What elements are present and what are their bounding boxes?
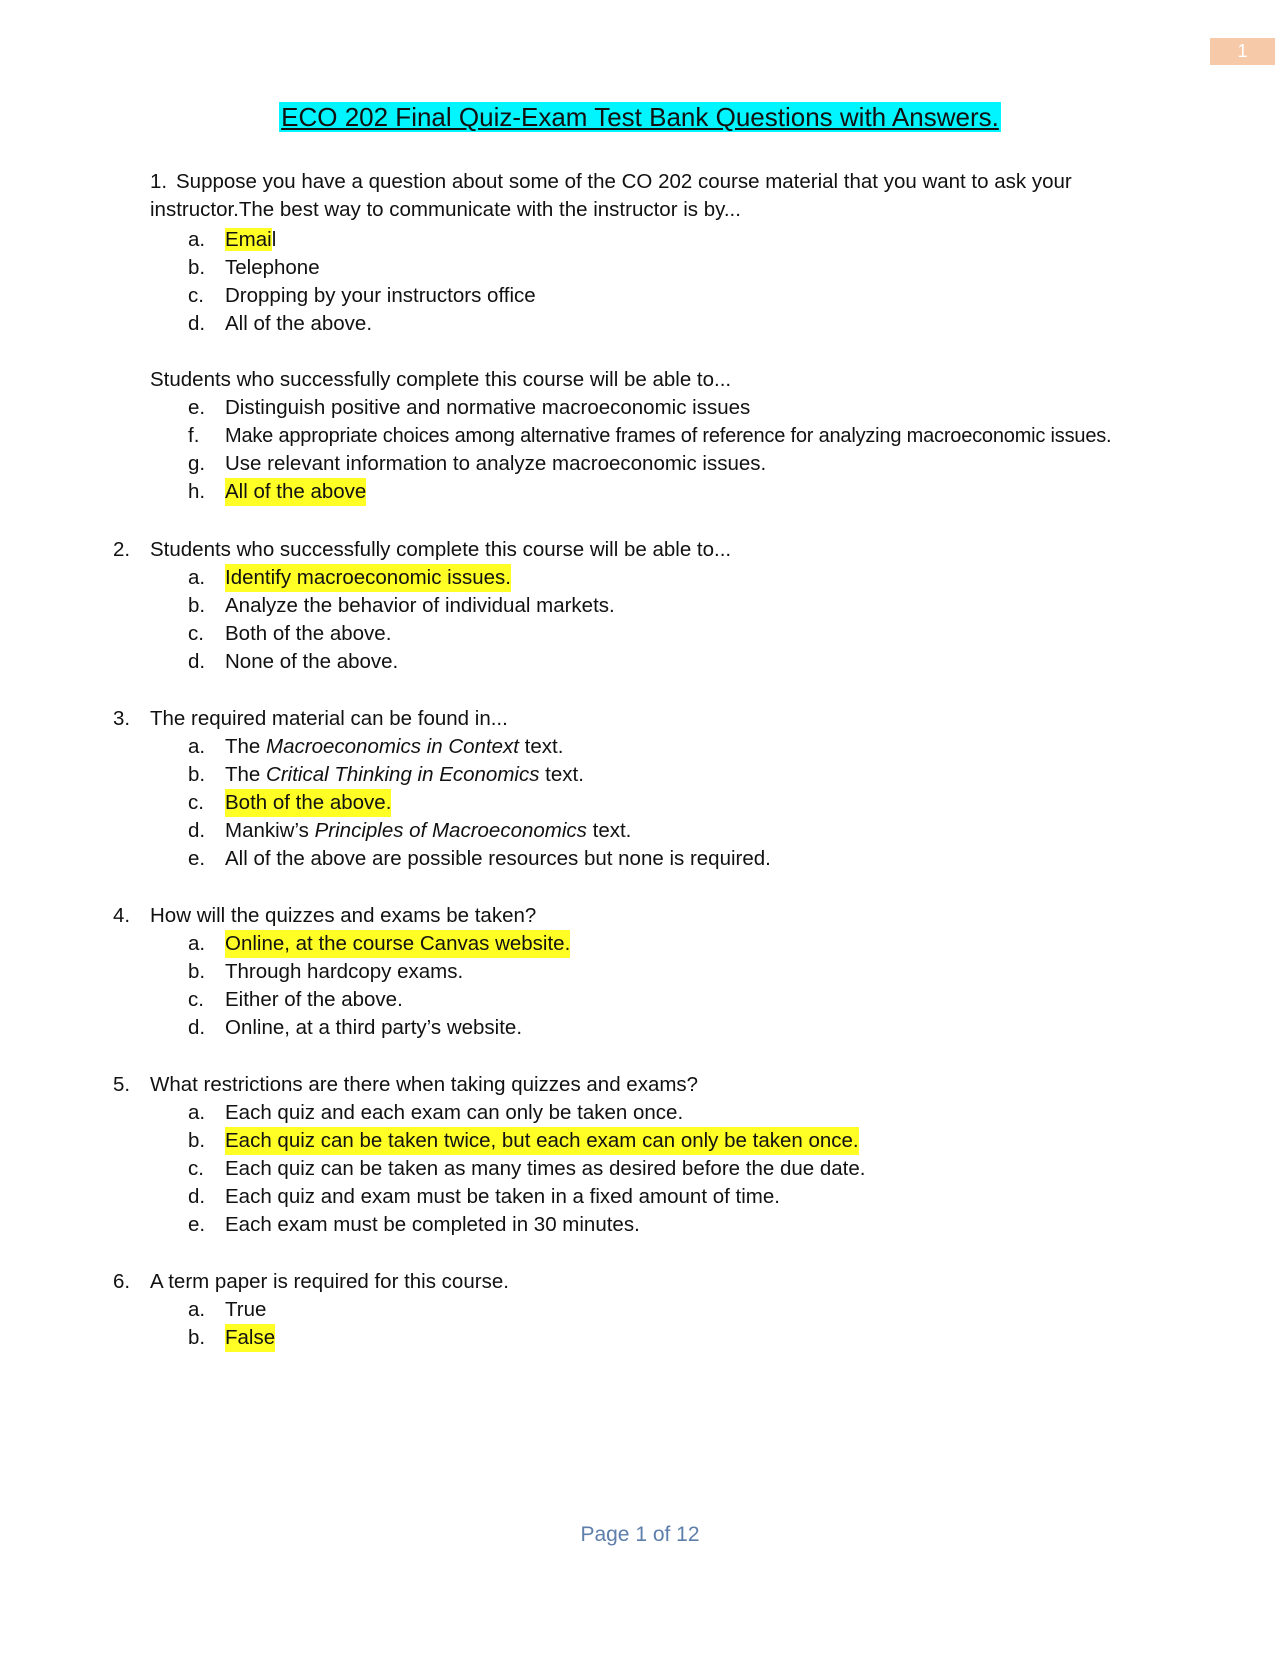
option-text: Dropping by your instructors office [225, 284, 536, 307]
book-title: Macroeconomics in Context [266, 735, 519, 758]
option-letter: c. [188, 284, 204, 307]
option-text [225, 761, 584, 789]
question-3-number: 3. [113, 707, 131, 730]
option-letter: a. [188, 932, 206, 955]
option-text-answer: Online, at the course Canvas website. [225, 930, 570, 958]
option-letter: b. [188, 1326, 206, 1349]
option-letter: e. [188, 847, 206, 870]
option-letter: d. [188, 1185, 206, 1208]
document-title [0, 100, 1280, 134]
option-text-pre: The [225, 735, 267, 758]
option-letter: c. [188, 1157, 204, 1180]
option-letter: h. [188, 480, 206, 503]
option-text-answer [225, 226, 276, 254]
option-letter: c. [188, 622, 204, 645]
option-text: Online, at a third party’s website. [225, 1016, 523, 1039]
option-text: Each quiz and each exam can only be taken once. [225, 1101, 684, 1124]
option-letter: c. [188, 988, 204, 1011]
question-5-text: What restrictions are there when taking quizzes and exams? [150, 1073, 699, 1096]
option-text: Use relevant information to analyze macroeconomic issues. [225, 452, 767, 475]
question-6-number: 6. [113, 1270, 131, 1293]
option-text: All of the above are possible resources but none is required. [225, 847, 771, 870]
option-text: Make appropriate choices among alternative frames of reference for analyzing macroeconomic issues. [225, 425, 1112, 447]
option-text: Each quiz can be taken as many times as desired before the due date. [225, 1157, 866, 1180]
question-1-text-line1: Suppose you have a question about some of the CO 202 course material that you want to ask your [176, 170, 1072, 193]
option-text: Analyze the behavior of individual markets. [225, 594, 615, 617]
option-text: None of the above. [225, 650, 399, 673]
option-text: All of the above. [225, 312, 373, 335]
option-letter: d. [188, 312, 206, 335]
option-letter: b. [188, 256, 206, 279]
option-letter: e. [188, 396, 206, 419]
book-title: Principles of Macroeconomics [314, 819, 587, 842]
option-letter: a. [188, 1101, 206, 1124]
question-1b-text: Students who successfully complete this course will be able to... [150, 368, 732, 391]
option-letter: b. [188, 763, 206, 786]
option-letter: b. [188, 594, 206, 617]
option-letter: b. [188, 960, 206, 983]
option-text-post: text. [539, 763, 584, 786]
option-text: True [225, 1298, 267, 1321]
option-letter: f. [188, 424, 200, 447]
option-text: Each exam must be completed in 30 minutes. [225, 1213, 640, 1236]
option-letter: d. [188, 650, 206, 673]
option-letter: a. [188, 1298, 206, 1321]
question-4-number: 4. [113, 904, 131, 927]
question-2-number: 2. [113, 538, 131, 561]
option-text-answer: All of the above [225, 478, 366, 506]
option-letter: g. [188, 452, 206, 475]
option-letter: a. [188, 228, 206, 251]
book-title: Critical Thinking in Economics [266, 763, 540, 786]
option-letter: c. [188, 791, 204, 814]
option-text: Through hardcopy exams. [225, 960, 464, 983]
option-letter: e. [188, 1213, 206, 1236]
option-text-pre: Mankiw’s [225, 819, 315, 842]
question-6-text: A term paper is required for this course. [150, 1270, 509, 1293]
option-text-answer: Both of the above. [225, 789, 391, 817]
option-text: Telephone [225, 256, 320, 279]
option-text [225, 733, 563, 761]
option-text-post: text. [518, 735, 564, 758]
question-5-number: 5. [113, 1073, 131, 1096]
question-1-text-line2: instructor.The best way to communicate with the instructor is by... [150, 198, 741, 221]
option-letter: b. [188, 1129, 206, 1152]
option-text-pre: The [225, 763, 267, 786]
question-4-text: How will the quizzes and exams be taken? [150, 904, 537, 927]
option-text [225, 817, 631, 845]
document-title-text: ECO 202 Final Quiz-Exam Test Bank Questions with Answers. [281, 102, 999, 132]
question-3-text: The required material can be found in... [150, 707, 508, 730]
page-number-badge: 1 [1210, 38, 1275, 65]
option-text: Either of the above. [225, 988, 403, 1011]
option-letter: a. [188, 735, 206, 758]
question-1-number: 1. [150, 170, 168, 193]
option-text-answer: Identify macroeconomic issues. [225, 564, 511, 592]
option-letter: d. [188, 819, 206, 842]
option-text: Each quiz and exam must be taken in a fixed amount of time. [225, 1185, 780, 1208]
question-2-text: Students who successfully complete this course will be able to... [150, 538, 732, 561]
option-letter: d. [188, 1016, 206, 1039]
option-letter: a. [188, 566, 206, 589]
option-text: Distinguish positive and normative macroeconomic issues [225, 396, 751, 419]
answer-highlight: Emai [225, 228, 272, 251]
option-text-answer: Each quiz can be taken twice, but each exam can only be taken once. [225, 1127, 859, 1155]
option-text-post: text. [586, 819, 632, 842]
answer-rest: l [271, 228, 277, 251]
page-footer: Page 1 of 12 [580, 1523, 700, 1546]
option-text: Both of the above. [225, 622, 392, 645]
option-text-answer: False [225, 1324, 275, 1352]
